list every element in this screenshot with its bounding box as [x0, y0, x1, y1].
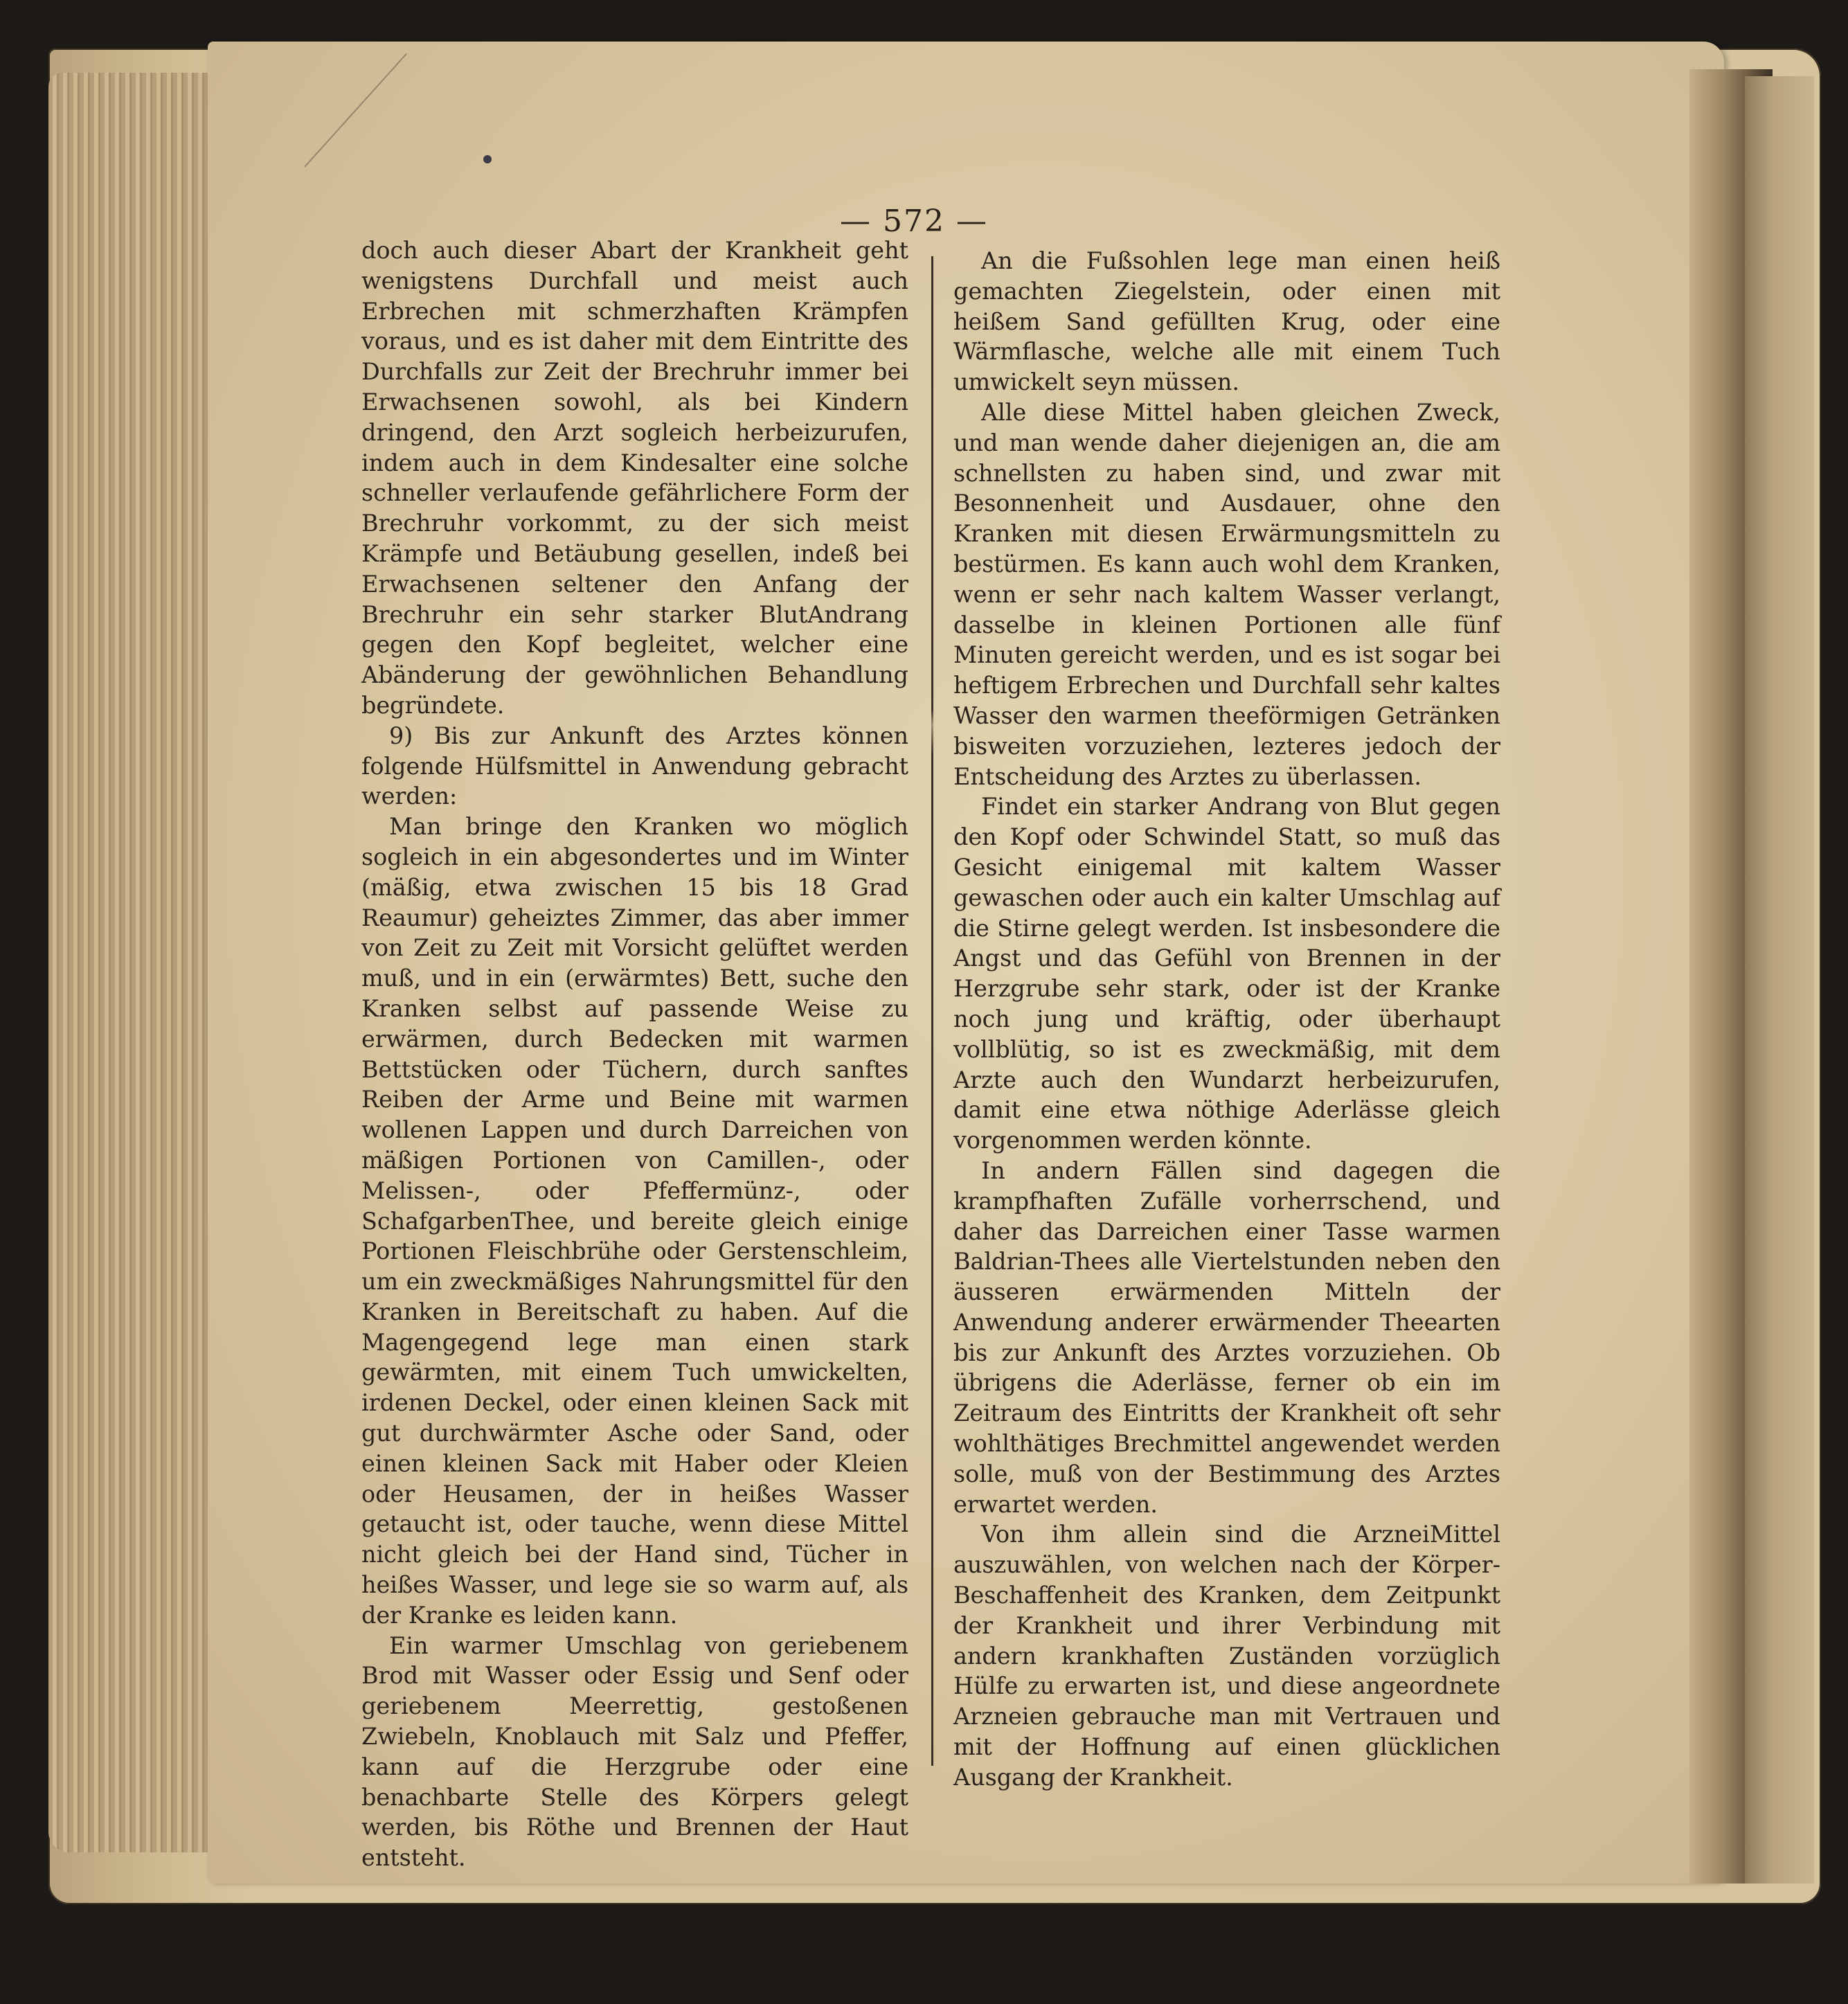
paragraph: 9) Bis zur Ankunft des Arztes können folgende Hülfsmittel in Anwendung gebracht werden: — [361, 722, 908, 810]
paragraph: Alle diese Mittel haben gleichen Zweck, und man wende daher diejenigen an, die am schnellsten zu haben sind, und zwar mit Besonnenheit und Ausdauer, ohne den Kranken mit diesen Erwärmungsmitteln zu bestürmen. Es kann auch wohl dem Kranken, wenn er sehr nach kaltem Wasser verlangt, dasselbe in kleinen Portionen alle fünf Minuten gereicht werden, und es ist sogar bei heftigem Erbrechen und Durchfall sehr kaltes Wasser den warmen theeförmigen Getränken bisweiten vorzuziehen, lezteres jedoch der Entscheidung des Arztes zu überlassen. — [953, 398, 1500, 790]
paragraph: Man bringe den Kranken wo möglich sogleich in ein abgesondertes und im Winter (mäßig, etwa zwischen 15 bis 18 Grad Reaumur) geheiztes Zimmer, das aber immer von Zeit zu Zeit mit Vorsicht gelüftet werden muß, und in ein (erwärmtes) Bett, suche den Kranken selbst auf passende Weise zu erwärmen, durch Bedecken mit warmen Bettstücken oder Tüchern, durch sanftes Reiben der Arme und Beine mit warmen wollenen Lappen und durch Darreichen von mäßigen Portionen von Camillen-, oder Melissen-, oder Pfeffermünz-, oder SchafgarbenThee, und bereite gleich einige Portionen Fleischbrühe oder Gerstenschleim, um ein zweckmäßiges Nahrungsmittel für den Kranken in Bereitschaft zu haben. Auf die Magengegend lege man einen stark gewärmten, mit einem Tuch umwickelten, irdenen Deckel, oder einen kleinen Sack mit gut durchwärmter Asche oder Sand, oder einen kleinen Sack mit Haber oder Kleien oder Heusamen, der in heißes Wasser getaucht ist, oder tauche, wenn diese Mittel nicht gleich bei der Hand sind, Tücher in heißes Wasser, und lege sie so warm auf, als der Kranke es leiden kann. — [361, 813, 908, 1629]
page-stack-edges — [48, 73, 215, 1852]
paragraph: Findet ein starker Andrang von Blut gegen den Kopf oder Schwindel Statt, so muß das Gesicht einigemal mit kaltem Wasser gewaschen oder auch ein kalter Umschlag auf die Stirne gelegt werden. Ist insbesondere die Angst und das Gefühl von Brennen in der Herzgrube sehr stark, oder ist der Kranke noch jung und kräftig, oder überhaupt vollblütig, so ist es zweckmäßig, mit dem Arzte auch den Wundarzt herbeizurufen, damit eine etwa nöthige Aderlässe gleich vorgenommen werden könnte. — [953, 793, 1500, 1154]
column-divider — [931, 256, 933, 1766]
facing-page-sliver — [1745, 76, 1814, 1884]
paragraph: An die Fußsohlen lege man einen heiß gemachten Ziegelstein, oder einen mit heißem Sand gefüllten Krug, oder eine Wärmflasche, welche alle mit einem Tuch umwickelt seyn müssen. — [953, 247, 1500, 396]
paragraph: Ein warmer Umschlag von geriebenem Brod mit Wasser oder Essig und Senf oder geriebenem Meerrettig, gestoßenen Zwiebeln, Knoblauch mit Salz und Pfeffer, kann auf die Herzgrube oder eine benachbarte Stelle des Körpers gelegt werden, bis Röthe und Brennen der Haut entsteht. — [361, 1631, 908, 1872]
paragraph: doch auch dieser Abart der Krankheit geht wenigstens Durchfall und meist auch Erbrechen mit schmerzhaften Krämpfen voraus, und es ist daher mit dem Eintritte des Durchfalls zur Zeit der Brechruhr immer bei Erwachsenen sowohl, als bei Kindern dringend, den Arzt sogleich herbeizurufen, indem auch in dem Kindesalter eine solche schneller verlaufende gefährlichere Form der Brechruhr vorkommt, zu der sich meist Krämpfe und Betäubung gesellen, indeß bei Erwachsenen seltener den Anfang der Brechruhr ein sehr starker BlutAndrang gegen den Kopf begleitet, welcher eine Abänderung der gewöhnlichen Behandlung begründete. — [361, 237, 908, 719]
paragraph: In andern Fällen sind dagegen die krampfhaften Zufälle vorherrschend, und daher das Darreichen einer Tasse warmen Baldrian-Thees alle Viertelstunden neben den äusseren erwärmenden Mitteln der Anwendung anderer erwärmender Theearten bis zur Ankunft des Arztes vorzuziehen. Ob übrigens die Aderlässe, ferner ob ein im Zeitraum des Eintritts der Krankheit oft sehr wohlthätiges Brechmittel angewendet werden solle, muß von der Bestimmung des Arztes erwartet werden. — [953, 1156, 1500, 1518]
right-text-column — [953, 246, 1500, 1793]
left-text-column — [361, 235, 908, 1873]
ink-dot — [483, 155, 492, 163]
page-number: — 572 — — [840, 204, 988, 239]
paragraph: Von ihm allein sind die ArzneiMittel auszuwählen, von welchen nach der Körper-Beschaffenheit des Kranken, dem Zeitpunkt der Krankheit und ihrer Verbindung mit andern krankhaften Zuständen vorzüglich Hülfe zu erwarten ist, und diese angeordnete Arzneien gebrauche man mit Vertrauen und mit der Hoffnung auf einen glücklichen Ausgang der Krankheit. — [953, 1521, 1500, 1791]
